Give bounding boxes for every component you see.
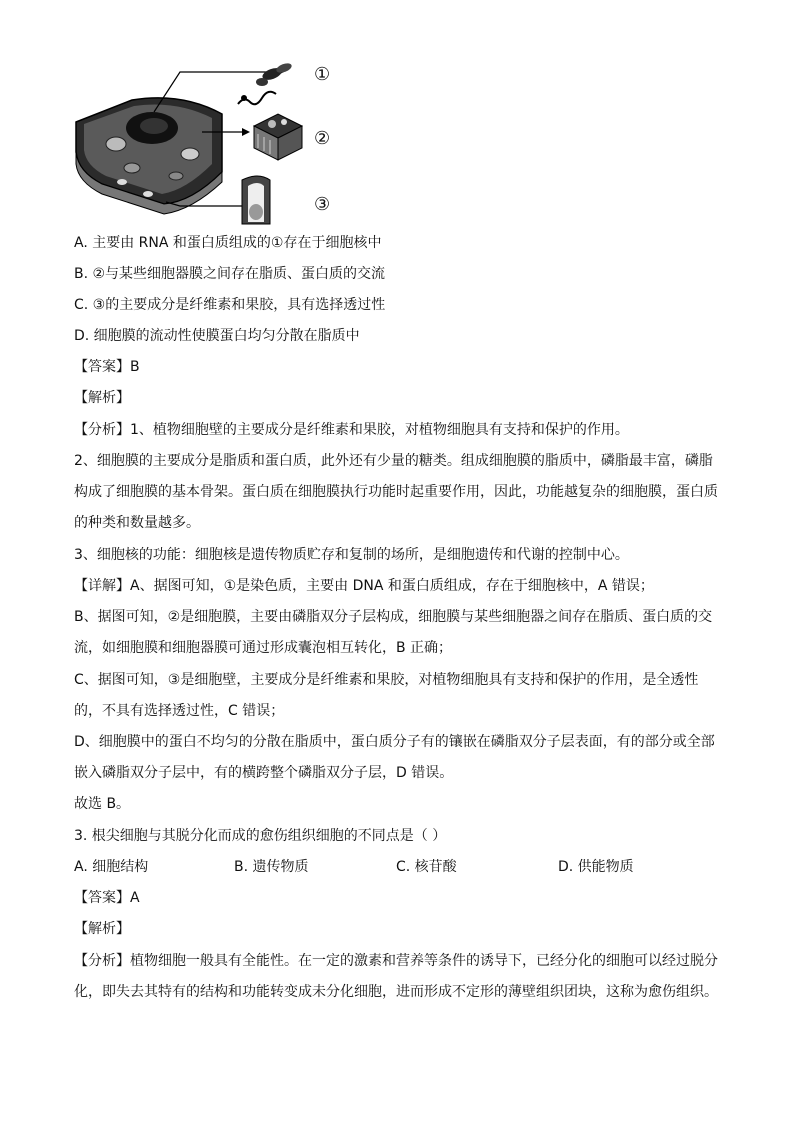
q2-detail-line: 【详解】A、据图可知，①是染色质，主要由 DNA 和蛋白质组成，存在于细胞核中，A 错误； xyxy=(74,578,654,594)
cell-illustration xyxy=(76,98,222,214)
q2-analysis-line: 【分析】1、植物细胞壁的主要成分是纤维素和果胶，对植物细胞具有支持和保护的作用。 xyxy=(74,422,629,438)
cell-structure-figure xyxy=(72,52,362,232)
q3-stem: 3. 根尖细胞与其脱分化而成的愈伤组织细胞的不同点是（ ） xyxy=(74,828,447,844)
q2-option-d: D. 细胞膜的流动性使膜蛋白均匀分散在脂质中 xyxy=(74,328,360,344)
q3-analysis-line: 【分析】植物细胞一般具有全能性。在一定的激素和营养等条件的诱导下，已经分化的细胞可以经过脱分 xyxy=(74,953,718,969)
q2-detail-line: 的，不具有选择透过性，C 错误； xyxy=(74,703,285,719)
q2-option-a: A. 主要由 RNA 和蛋白质组成的①存在于细胞核中 xyxy=(74,235,382,251)
q2-analysis-line: 构成了细胞膜的基本骨架。蛋白质在细胞膜执行功能时起重要作用，因此，功能越复杂的细胞膜，蛋白质 xyxy=(74,484,718,500)
label-3: ③ xyxy=(314,194,331,215)
membrane-icon xyxy=(254,114,302,160)
q2-detail-line: 嵌入磷脂双分子层中，有的横跨整个磷脂双分子层，D 错误。 xyxy=(74,765,454,781)
q2-option-c: C. ③的主要成分是纤维素和果胶，具有选择透过性 xyxy=(74,297,386,313)
q2-option-b: B. ②与某些细胞器膜之间存在脂质、蛋白质的交流 xyxy=(74,266,386,282)
q2-conclusion: 故选 B。 xyxy=(74,796,131,812)
chromatin-icon xyxy=(238,62,293,105)
q3-analysis-line: 化，即失去其特有的结构和功能转变成未分化细胞，进而形成不定形的薄壁组织团块，这称为愈伤组织。 xyxy=(74,984,718,1000)
q3-option-d: D. 供能物质 xyxy=(558,859,634,875)
q2-detail-line: D、细胞膜中的蛋白不均匀的分散在脂质中，蛋白质分子有的镶嵌在磷脂双分子层表面，有的部分或全部 xyxy=(74,734,715,750)
q2-analysis-line: 的种类和数量越多。 xyxy=(74,515,200,531)
q3-option-c: C. 核苷酸 xyxy=(396,859,457,875)
q2-detail-line: 流，如细胞膜和细胞器膜可通过形成囊泡相互转化，B 正确； xyxy=(74,640,453,656)
q3-answer: 【答案】A xyxy=(74,890,140,906)
label-1: ① xyxy=(314,64,331,85)
q2-detail-line: C、据图可知，③是细胞壁，主要成分是纤维素和果胶，对植物细胞具有支持和保护的作用，是全透性 xyxy=(74,672,699,688)
q2-analysis-heading: 【解析】 xyxy=(74,390,130,406)
q2-detail-line: B、据图可知，②是细胞膜，主要由磷脂双分子层构成，细胞膜与某些细胞器之间存在脂质、蛋白质的交 xyxy=(74,609,713,625)
q3-analysis-heading: 【解析】 xyxy=(74,921,130,937)
q3-option-a: A. 细胞结构 xyxy=(74,859,149,875)
q2-analysis-line: 2、细胞膜的主要成分是脂质和蛋白质，此外还有少量的糖类。组成细胞膜的脂质中，磷脂最丰富，磷脂 xyxy=(74,453,713,469)
label-2: ② xyxy=(314,128,331,149)
q3-option-b: B. 遗传物质 xyxy=(234,859,309,875)
q2-analysis-line: 3、细胞核的功能：细胞核是遗传物质贮存和复制的场所，是细胞遗传和代谢的控制中心。 xyxy=(74,547,629,563)
cell-wall-icon xyxy=(242,176,270,224)
q2-answer: 【答案】B xyxy=(74,359,140,375)
